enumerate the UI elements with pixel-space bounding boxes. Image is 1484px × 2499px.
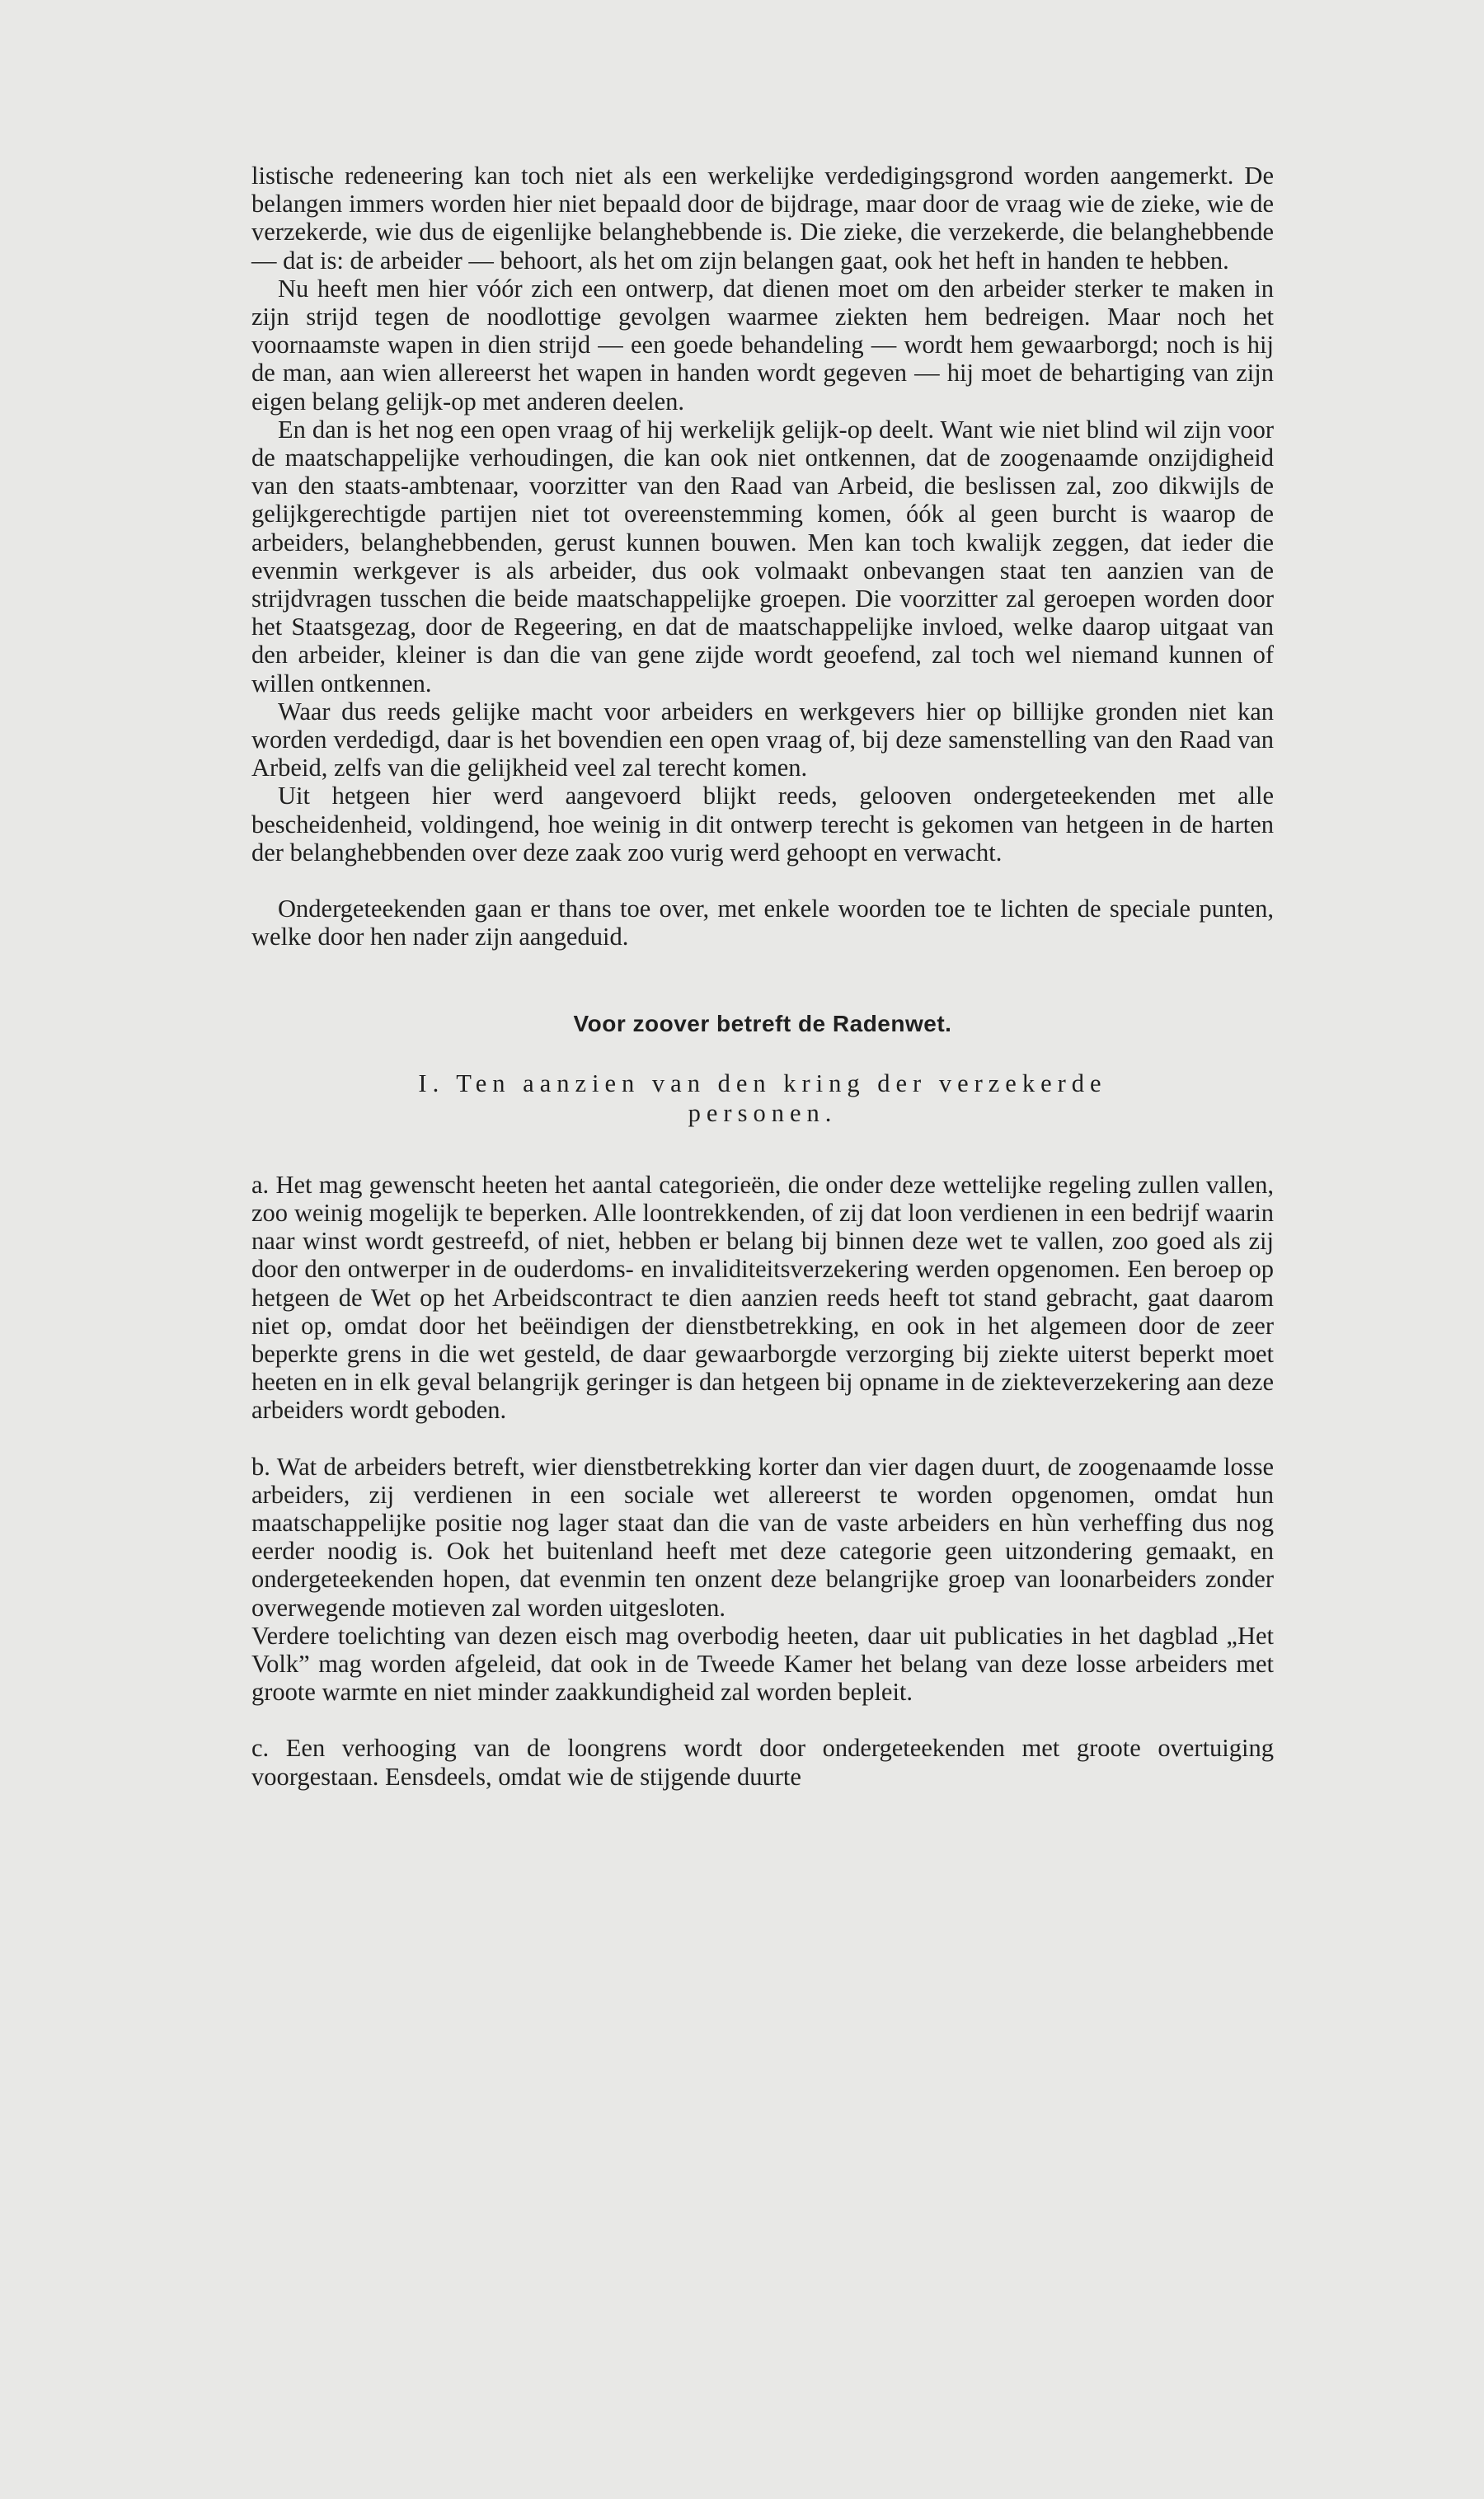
spacer: [251, 867, 1274, 895]
subheading: I. Ten aanzien van den kring der verzekerde personen.: [418, 1069, 1107, 1127]
spacer: [251, 1706, 1274, 1734]
body-text: [251, 162, 1274, 1791]
paragraph: Nu heeft men hier vóór zich een ontwerp, dat dienen moet om den arbeider sterker te maken in zijn strijd tegen de noodlottige gevolgen waarmee ziekten hem bedreigen. Maar noch het voornaamste wapen in dien strijd — een goede behandeling — wordt hem gewaarborgd; noch is hij de man, aan wien allereerst het wapen in handen wordt gegeven — hij moet de behartiging van zijn eigen belang gelijk-op met anderen deelen.: [251, 274, 1274, 416]
paragraph: Waar dus reeds gelijke macht voor arbeiders en werkgevers hier op billijke gronden niet kan worden verdedigd, daar is het bovendien een open vraag of, bij deze samenstelling van den Raad van Arbeid, zelfs van die gelijkheid veel zal terecht komen.: [251, 697, 1274, 782]
item-a: a. Het mag gewenscht heeten het aantal categorieën, die onder deze wettelijke regeling zullen vallen, zoo weinig mogelijk te beperken. Alle loontrekkenden, of zij dat loon verdienen in een bedrijf waarin naar winst wordt gestreefd, of niet, hebben er belang bij binnen deze wet te vallen, zoo goed als zij door den ontwerper in de ouderdoms- en invaliditeitsverzekering werden opgenomen. Een beroep op hetgeen de Wet op het Arbeidscontract te dien aanzien reeds heeft tot stand gebracht, gaat daarom niet op, omdat door het beëindigen der dienstbetrekking, en ook in het algemeen door de zeer beperkte grens in die wet gesteld, de daar gewaarborgde verzorging bij ziekte uiterst beperkt moet heeten en in elk geval belangrijk geringer is dan hetgeen bij opname in de ziekteverzekering aan deze arbeiders wordt geboden.: [251, 1170, 1274, 1425]
paragraph-continuation: listische redeneering kan toch niet als een werkelijke verdedigingsgrond worden aangemerkt. De belangen immers worden hier niet bepaald door de bijdrage, maar door de vraag wie de zieke, wie de verzekerde, wie dus de eigenlijke belanghebbende is. Die zieke, die verzekerde, die belanghebbende — dat is: de arbeider — behoort, als het om zijn belangen gaat, ook het heft in handen te hebben.: [251, 162, 1274, 275]
section-heading: Voor zoover betreft de Radenwet.: [573, 1011, 952, 1037]
spacer: [251, 951, 1274, 998]
item-c: c. Een verhooging van de loongrens wordt door ondergeteekenden met groote overtuiging voorgestaan. Eensdeels, omdat wie de stijgende duurte: [251, 1734, 1274, 1791]
intro-paragraph: Ondergeteekenden gaan er thans toe over, met enkele woorden toe te lichten de speciale punten, welke door hen nader zijn aangeduid.: [251, 895, 1274, 951]
item-b: b. Wat de arbeiders betreft, wier dienstbetrekking korter dan vier dagen duurt, de zoogenaamde losse arbeiders, zij verdienen in een sociale wet allereerst te worden opgenomen, omdat hun maatschappelijke positie nog lager staat dan die van de vaste arbeiders en hùn verheffing dus nog eerder noodig is. Ook het buitenland heeft met deze categorie geen uitzondering gemaakt, en ondergeteekenden hopen, dat evenmin ten onzent deze belangrijke groep van loonarbeiders zonder overwegende motieven zal worden uitgesloten.: [251, 1452, 1274, 1622]
spacer: [251, 1425, 1274, 1453]
paragraph: En dan is het nog een open vraag of hij werkelijk gelijk-op deelt. Want wie niet blind wil zijn voor de maatschappelijke verhoudingen, die kan ook niet ontkennen, dat de zoogenaamde onzijdigheid van den staats-ambtenaar, voorzitter van den Raad van Arbeid, die beslissen zal, zoo dikwijls de gelijkgerechtigde partijen niet tot overeenstemming komen, óók al geen burcht is waarop de arbeiders, belanghebbenden, gerust kunnen bouwen. Men kan toch kwalijk zeggen, dat ieder die evenmin werkgever is als arbeider, dus ook volmaakt onbevangen staat ten aanzien van de strijdvragen tusschen die beide maatschappelijke groepen. Die voorzitter zal geroepen worden door het Staatsgezag, door de Regeering, en dat de maatschappelijke invloed, welke daarop uitgaat van den arbeider, kleiner is dan die van gene zijde wordt geoefend, zal toch wel niemand kunnen of willen ontkennen.: [251, 415, 1274, 698]
paragraph: Verdere toelichting van dezen eisch mag overbodig heeten, daar uit publicaties in het dagblad „Het Volk” mag worden afgeleid, dat ook in de Tweede Kamer het belang van deze losse arbeiders met groote warmte en niet minder zaakkundigheid zal worden bepleit.: [251, 1621, 1274, 1707]
paragraph: Uit hetgeen hier werd aangevoerd blijkt reeds, gelooven ondergeteekenden met alle bescheidenheid, voldingend, hoe weinig in dit ontwerp terecht is gekomen van hetgeen in de harten der belanghebbenden over deze zaak zoo vurig werd gehoopt en verwacht.: [251, 782, 1274, 867]
